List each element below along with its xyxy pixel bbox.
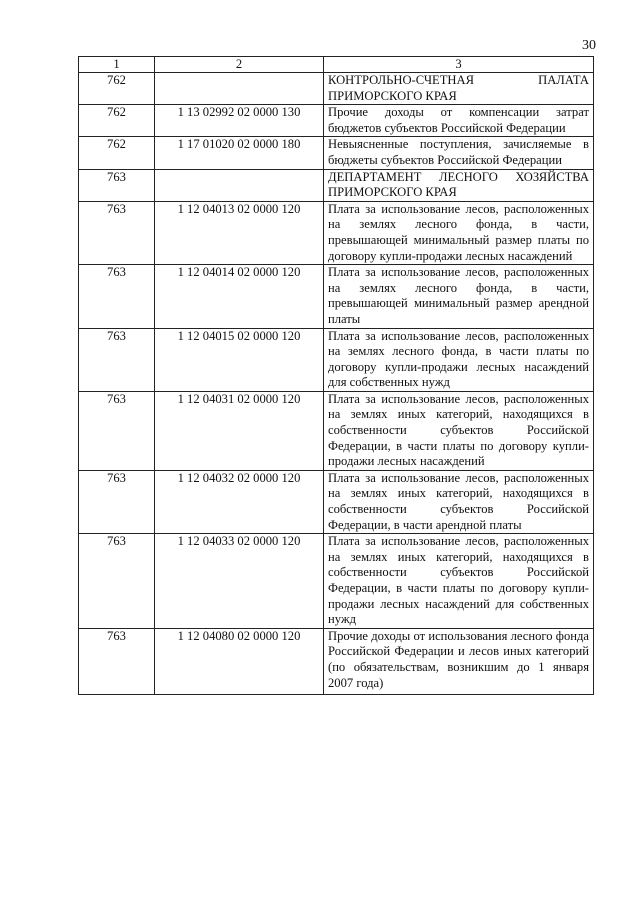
admin-code-cell: 763 [79,201,155,264]
table-row [79,470,594,533]
page-number: 30 [582,38,596,53]
budget-code-cell: 1 12 04032 02 0000 120 [155,470,324,533]
header-col-3: 3 [324,57,594,73]
revenue-code-table [78,56,594,695]
budget-code-cell [155,169,324,201]
section-heading-cell: КОНТРОЛЬНО-СЧЕТНАЯ ПАЛАТА ПРИМОРСКОГО КРАЯ [324,73,594,105]
admin-code-cell: 762 [79,137,155,169]
budget-code-cell [155,73,324,105]
income-name-cell: Прочие доходы от компенсации затрат бюджетов субъектов Российской Федерации [324,105,594,137]
budget-code-cell: 1 12 04014 02 0000 120 [155,265,324,328]
table-row [79,628,594,694]
table-row [79,534,594,629]
budget-code-cell: 1 12 04031 02 0000 120 [155,391,324,470]
income-name-cell: Плата за использование лесов, расположенных на землях иных категорий, находящихся в собственности субъектов Российской Федерации, в части платы по договору купли-продажи лесных насаждений для собственных нужд [324,534,594,629]
income-name-cell: Плата за использование лесов, расположенных на землях иных категорий, находящихся в собственности субъектов Российской Федерации, в части арендной платы [324,470,594,533]
admin-code-cell: 763 [79,169,155,201]
table-row [79,201,594,264]
budget-code-cell: 1 12 04080 02 0000 120 [155,628,324,694]
table-row [79,169,594,201]
admin-code-cell: 763 [79,265,155,328]
income-name-cell: Плата за использование лесов, расположенных на землях иных категорий, находящихся в собственности субъектов Российской Федерации, в части платы по договору купли-продажи лесных насаждений [324,391,594,470]
table-row [79,265,594,328]
admin-code-cell: 762 [79,73,155,105]
section-heading-cell: ДЕПАРТАМЕНТ ЛЕСНОГО ХОЗЯЙСТВА ПРИМОРСКОГО КРАЯ [324,169,594,201]
income-name-cell: Невыясненные поступления, зачисляемые в бюджеты субъектов Российской Федерации [324,137,594,169]
income-name-cell: Плата за использование лесов, расположенных на землях лесного фонда, в части платы по договору купли-продажи лесных насаждений для собственных нужд [324,328,594,391]
budget-code-cell: 1 12 04013 02 0000 120 [155,201,324,264]
header-col-2: 2 [155,57,324,73]
admin-code-cell: 763 [79,628,155,694]
table-row [79,391,594,470]
table-row [79,137,594,169]
income-name-cell: Прочие доходы от использования лесного фонда Российской Федерации и лесов иных категорий (по обязательствам, возникшим до 1 января 2007 года) [324,628,594,694]
header-col-1: 1 [79,57,155,73]
table-row [79,73,594,105]
admin-code-cell: 763 [79,391,155,470]
header-row [79,57,594,73]
admin-code-cell: 762 [79,105,155,137]
budget-code-cell: 1 12 04015 02 0000 120 [155,328,324,391]
admin-code-cell: 763 [79,470,155,533]
income-name-cell: Плата за использование лесов, расположенных на землях лесного фонда, в части, превышающей минимальный размер платы по договору купли-продажи лесных насаждений [324,201,594,264]
table-row [79,328,594,391]
budget-code-cell: 1 12 04033 02 0000 120 [155,534,324,629]
table-row [79,105,594,137]
income-name-cell: Плата за использование лесов, расположенных на землях лесного фонда, в части, превышающей минимальный размер арендной платы [324,265,594,328]
admin-code-cell: 763 [79,534,155,629]
budget-code-cell: 1 13 02992 02 0000 130 [155,105,324,137]
table-body [79,73,594,695]
admin-code-cell: 763 [79,328,155,391]
table-header [79,57,594,73]
budget-code-cell: 1 17 01020 02 0000 180 [155,137,324,169]
